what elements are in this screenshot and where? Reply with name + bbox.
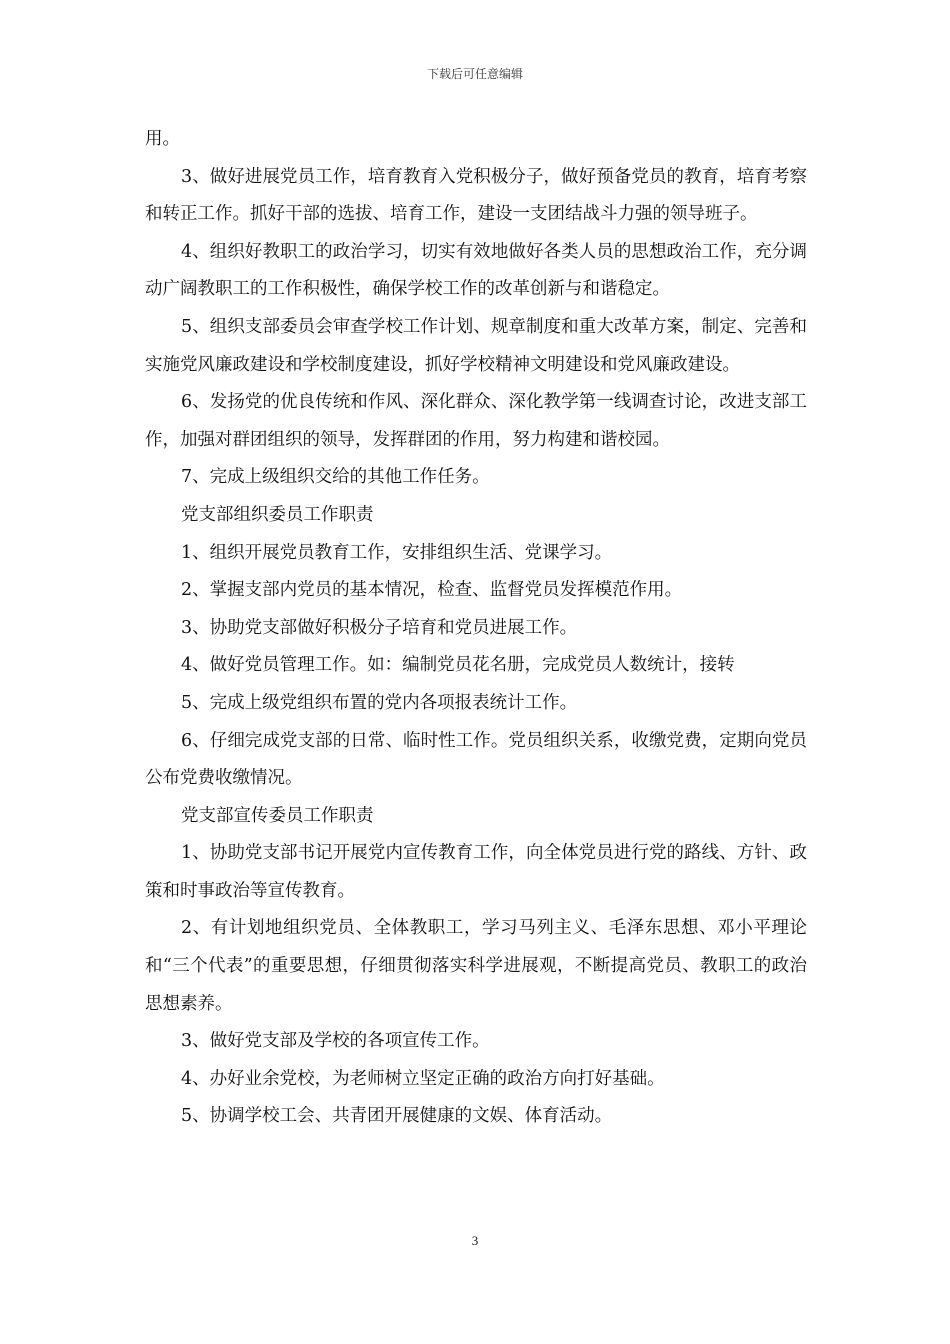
paragraph: 6、仔细完成党支部的日常、临时性工作。党员组织关系，收缴党费，定期向党员公布党费收缴情况。 [145,730,807,789]
page-header: 下载后可任意编辑 [426,67,523,81]
paragraph: 2、掌握支部内党员的基本情况，检查、监督党员发挥模范作用。 [181,580,683,601]
paragraph: 用。 [145,129,180,149]
paragraph: 5、协调学校工会、共青团开展健康的文娱、体育活动。 [181,1106,613,1127]
paragraph: 5、完成上级党组织布置的党内各项报表统计工作。 [181,692,578,713]
paragraph: 3、协助党支部做好积极分子培育和党员进展工作。 [181,617,578,638]
paragraph: 3、做好党支部及学校的各项宣传工作。 [181,1031,490,1052]
paragraph: 6、发扬党的优良传统和作风、深化群众、深化教学第一线调查讨论，改进支部工作，加强对群团组织的领导，发挥群团的作用，努力构建和谐校园。 [145,392,807,450]
paragraph: 4、组织好教职工的政治学习，切实有效地做好各类人员的思想政治工作，充分调动广阔教职工的工作积极性，确保学校工作的改革创新与和谐稳定。 [145,241,807,300]
section-heading: 党支部宣传委员工作职责 [181,805,374,826]
paragraph: 1、组织开展党员教育工作，安排组织生活、党课学习。 [181,542,613,563]
document-body [145,121,807,1136]
section-heading: 党支部组织委员工作职责 [181,504,374,525]
paragraph: 5、组织支部委员会审查学校工作计划、规章制度和重大改革方案，制定、完善和实施党风廉政建设和学校制度建设，抓好学校精神文明建设和党风廉政建设。 [145,316,807,375]
page-number: 3 [471,1233,479,1248]
paragraph: 7、完成上级组织交给的其他工作任务。 [181,467,490,488]
paragraph: 1、协助党支部书记开展党内宣传教育工作，向全体党员进行党的路线、方针、政策和时事政治等宣传教育。 [145,843,807,901]
paragraph: 4、做好党员管理工作。如：编制党员花名册，完成党员人数统计，接转 [181,655,735,676]
paragraph: 3、做好进展党员工作，培育教育入党积极分子，做好预备党员的教育，培育考察和转正工作。抓好干部的选拔、培育工作，建设一支团结战斗力强的领导班子。 [145,166,807,225]
paragraph: 2、有计划地组织党员、全体教职工，学习马列主义、毛泽东思想、邓小平理论和“三个代表”的重要思想，仔细贯彻落实科学进展观，不断提高党员、教职工的政治思想素养。 [145,918,807,1014]
paragraph: 4、办好业余党校，为老师树立坚定正确的政治方向打好基础。 [181,1068,665,1089]
